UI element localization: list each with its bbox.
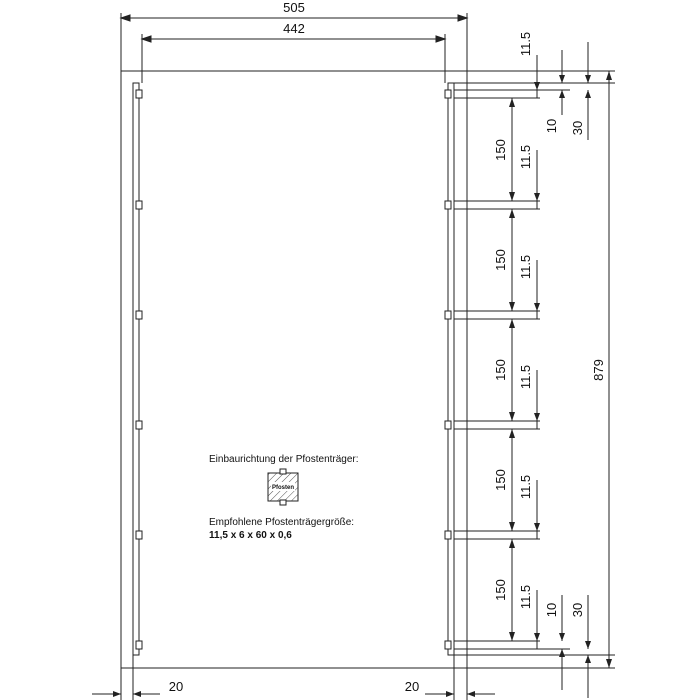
bottom-post-offsets <box>92 655 495 700</box>
bracket-left-6 <box>136 641 142 649</box>
label-top-offset: 30 <box>570 120 585 136</box>
bracket-left-1 <box>136 90 142 98</box>
label-total-height: 879 <box>591 359 606 381</box>
bottom-offset-arrowheads <box>559 633 591 663</box>
right-post <box>448 83 454 655</box>
bracket-right-1 <box>445 90 451 98</box>
post-bracket-icon <box>268 469 298 505</box>
label-spacing-1: 150 <box>493 139 508 161</box>
bracket-left-2 <box>136 201 142 209</box>
label-overall-width: 505 <box>283 0 305 15</box>
dimension-inner-width <box>142 34 445 83</box>
bracket-right-6 <box>445 641 451 649</box>
top-offset-arrowheads <box>559 75 591 98</box>
outer-frame <box>121 71 467 668</box>
label-post-offset-right: 20 <box>404 679 420 694</box>
label-top-gap: 10 <box>544 118 559 134</box>
post-label: Pfosten <box>271 485 295 491</box>
label-spacing-4: 150 <box>493 469 508 491</box>
label-bracket-height-3: 11.5 <box>518 254 533 280</box>
bracket-left-5 <box>136 531 142 539</box>
label-bracket-height-4: 11.5 <box>518 364 533 390</box>
label-spacing-5: 150 <box>493 579 508 601</box>
note-heading: Einbaurichtung der Pfostenträger: <box>209 454 359 465</box>
bracket-left-3 <box>136 311 142 319</box>
bottom-offset-arrowheads-h <box>113 691 475 697</box>
label-bracket-height-6: 11.5 <box>518 584 533 610</box>
bracket-right-3 <box>445 311 451 319</box>
post-brackets <box>136 90 451 649</box>
label-inner-width: 442 <box>283 21 305 36</box>
bracket-left-4 <box>136 421 142 429</box>
label-bracket-height-2: 11.5 <box>518 144 533 170</box>
label-post-offset-left: 20 <box>168 679 184 694</box>
label-bracket-height-5: 11.5 <box>518 474 533 500</box>
label-bracket-height-1: 11.5 <box>518 31 533 57</box>
label-bottom-offset: 30 <box>570 602 585 618</box>
size-value: 11,5 x 6 x 60 x 0,6 <box>209 530 292 541</box>
left-post <box>133 83 139 655</box>
label-bottom-gap: 10 <box>544 602 559 618</box>
bracket-right-5 <box>445 531 451 539</box>
size-heading: Empfohlene Pfostenträgergröße: <box>209 517 355 528</box>
label-spacing-2: 150 <box>493 249 508 271</box>
bracket-right-4 <box>445 421 451 429</box>
label-spacing-3: 150 <box>493 359 508 381</box>
bracket-right-2 <box>445 201 451 209</box>
